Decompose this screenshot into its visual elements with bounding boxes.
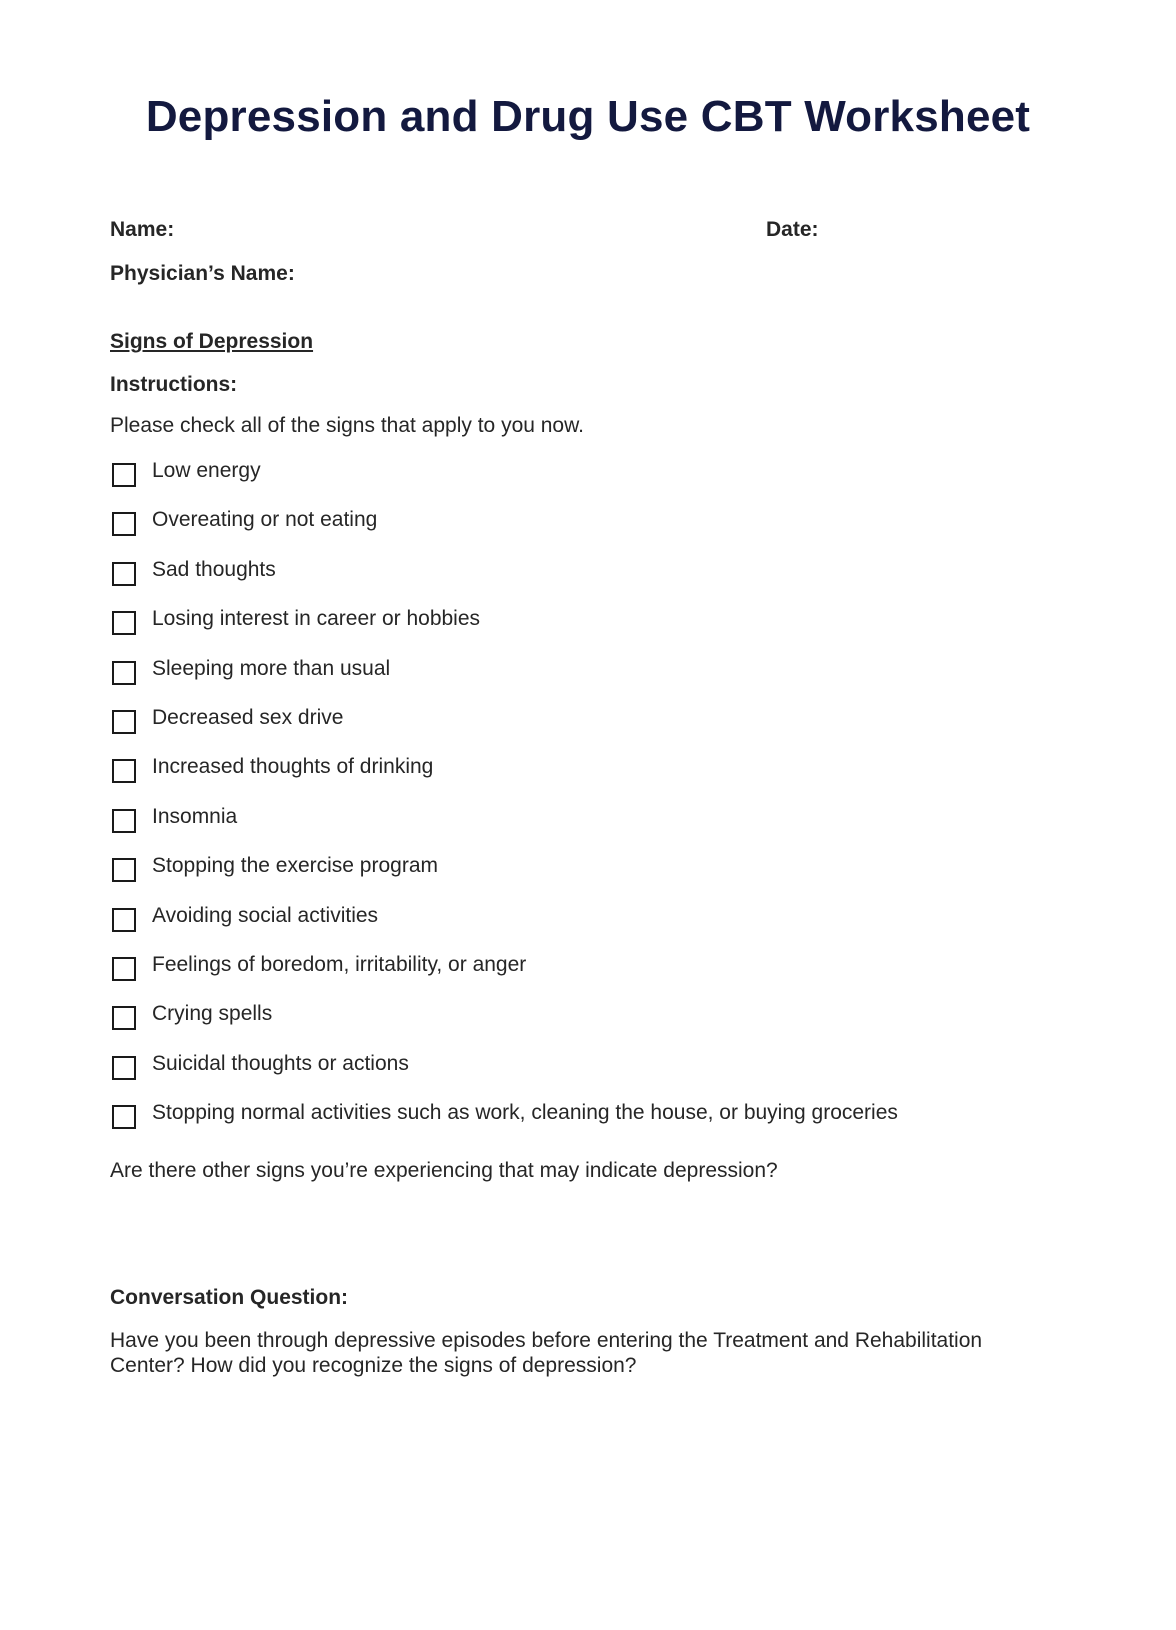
section-heading-signs-of-depression: Signs of Depression xyxy=(110,330,314,353)
checkbox[interactable] xyxy=(112,858,136,882)
checklist-item-label: Feelings of boredom, irritability, or anger xyxy=(152,952,527,976)
checkbox[interactable] xyxy=(112,1105,136,1129)
checklist-item-label: Sleeping more than usual xyxy=(152,656,391,680)
checkbox[interactable] xyxy=(112,512,136,536)
conversation-question-line-1: Have you been through depressive episodes before entering the Treatment and Rehabilitation xyxy=(110,1329,983,1352)
checkbox[interactable] xyxy=(112,1006,136,1030)
checklist-item-label: Crying spells xyxy=(152,1002,273,1026)
checkbox[interactable] xyxy=(112,1056,136,1080)
checkbox[interactable] xyxy=(112,908,136,932)
checklist-item-label: Overeating or not eating xyxy=(152,508,378,532)
checkbox[interactable] xyxy=(112,661,136,685)
checklist-item-label: Low energy xyxy=(152,459,261,482)
checklist-item-label: Suicidal thoughts or actions xyxy=(152,1051,409,1075)
physician-name-label: Physician’s Name: xyxy=(110,262,295,285)
other-signs-question: Are there other signs you’re experiencing that may indicate depression? xyxy=(110,1159,778,1182)
conversation-question-line-2: Center? How did you recognize the signs of depression? xyxy=(110,1354,637,1377)
checklist-item-label: Losing interest in career or hobbies xyxy=(152,607,481,631)
checklist-item-label: Sad thoughts xyxy=(152,557,276,581)
conversation-question-label: Conversation Question: xyxy=(110,1286,349,1309)
checkbox[interactable] xyxy=(112,710,136,734)
checklist-item-label: Stopping normal activities such as work, cleaning the house, or buying groceries xyxy=(152,1101,898,1125)
checklist-item-label: Insomnia xyxy=(152,804,238,828)
instructions-label: Instructions: xyxy=(110,373,238,396)
checklist-item-label: Stopping the exercise program xyxy=(152,854,438,878)
date-label: Date: xyxy=(766,218,819,241)
name-label: Name: xyxy=(110,218,175,241)
worksheet-title: Depression and Drug Use CBT Worksheet xyxy=(145,92,1031,141)
instructions-text: Please check all of the signs that apply to you now. xyxy=(110,414,584,437)
checkbox[interactable] xyxy=(112,562,136,586)
checkbox[interactable] xyxy=(112,463,136,487)
checkbox[interactable] xyxy=(112,957,136,981)
checklist-item-label: Avoiding social activities xyxy=(152,903,379,927)
checklist-item-label: Decreased sex drive xyxy=(152,705,344,729)
checkbox[interactable] xyxy=(112,611,136,635)
checkbox[interactable] xyxy=(112,809,136,833)
checklist-item-label: Increased thoughts of drinking xyxy=(152,755,434,779)
checkbox[interactable] xyxy=(112,759,136,783)
